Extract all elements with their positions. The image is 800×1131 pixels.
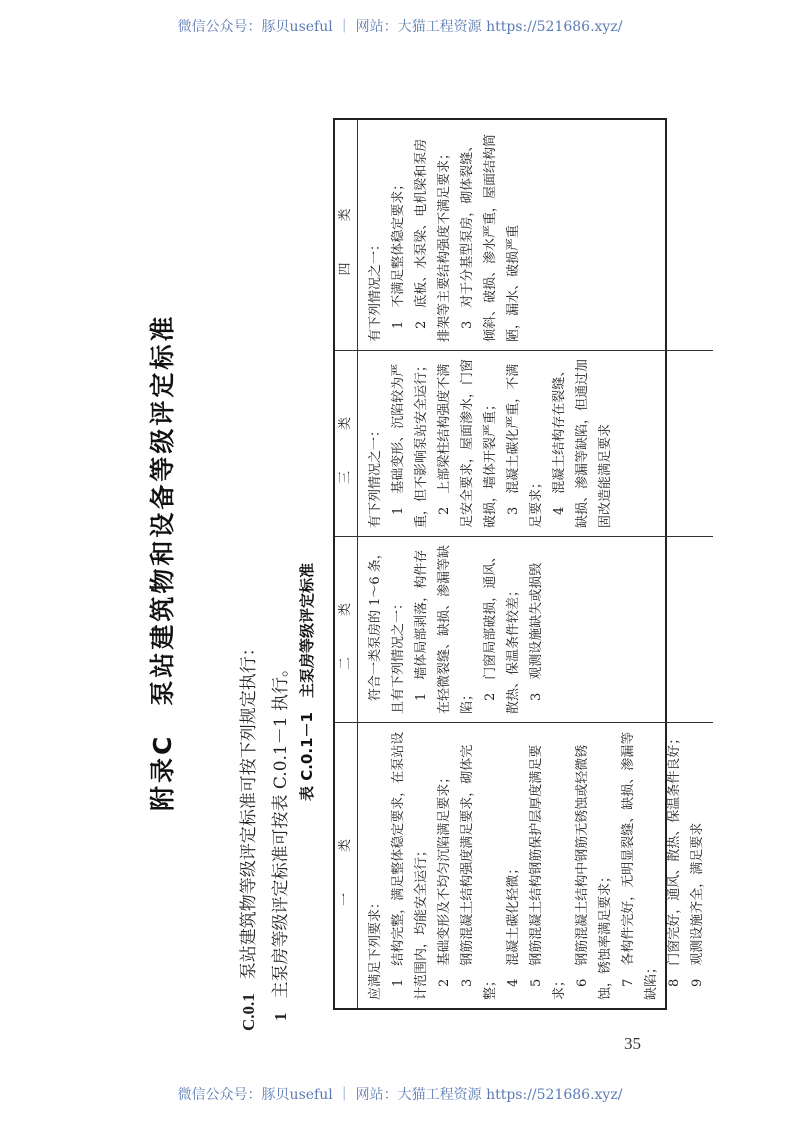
- cell-grade-4: [358, 120, 713, 350]
- criteria-item: 8 门窗完好，通风、散热、保温条件良好；: [667, 731, 682, 987]
- criteria-item: 1 基础变形、沉陷较为严重，但不影响泵站安全运行；: [391, 358, 429, 528]
- table-header-row: [335, 120, 358, 1008]
- criteria-item: 7 各构件完好，无明显裂缝、缺损、渗漏等缺陷；: [621, 731, 659, 1000]
- criteria-item: 3 混凝土碳化严重，不满足要求；: [506, 363, 544, 528]
- table-number: 表 C.0.1－1: [298, 712, 316, 801]
- clause-text: 主泵房等级评定标准可按表 C.0.1－1 执行。: [271, 660, 291, 999]
- criteria-item: 符合一类泵房的 1～6 条，且有下列情况之一：: [368, 546, 406, 714]
- table-caption: [296, 563, 317, 801]
- table-body-row: [358, 120, 713, 1008]
- criteria-item: 2 基础变形及不均匀沉陷满足要求；: [437, 770, 452, 987]
- criteria-item: 3 钢筋混凝土结构强度满足要求，砌体完整；: [460, 744, 498, 1000]
- header-grade-3: 三 类: [335, 350, 357, 536]
- page-number: 35: [624, 1034, 641, 1053]
- criteria-item: 6 钢筋混凝土结构中钢筋无锈蚀或轻微锈蚀，锈蚀率满足要求；: [575, 744, 613, 1000]
- criteria-item: 2 门窗局部破损，通风、散热、保温条件较差；: [483, 549, 521, 714]
- criteria-item: 2 上部梁柱结构强度不满足安全要求，屋面渗水，门窗破损，墙体开裂严重；: [437, 358, 498, 528]
- clause-1: [266, 660, 291, 1021]
- cell-grade-3: [358, 350, 713, 536]
- criteria-item: 有下列情况之一：: [368, 237, 383, 342]
- criteria-item: 应满足下列要求：: [368, 895, 383, 1000]
- criteria-item: 3 观测设施缺失或损毁: [529, 562, 544, 701]
- header-grade-2: 二 类: [335, 536, 357, 722]
- criteria-item: 有下列情况之一：: [368, 423, 383, 528]
- criteria-item: 9 观测设施齐全，满足要求: [690, 822, 705, 987]
- clause-number: C.0.1: [239, 993, 258, 1031]
- header-grade-4: 四 类: [338, 194, 353, 276]
- clause-text: 泵站建筑物等级评定标准可按下列规定执行：: [239, 639, 259, 980]
- criteria-item: 4 混凝土结构存在裂缝、缺损、渗漏等缺陷，但通过加固改造能满足要求: [552, 358, 613, 528]
- watermark-footer: 微信公众号：豚贝useful ｜ 网站：大猫工程资源 https://521686.xyz/: [177, 1087, 623, 1103]
- criteria-item: 2 底板、水泵梁、电机梁和泵房排架等主要结构强度不满足要求；: [414, 138, 452, 342]
- appendix-title: 附录C 泵站建筑物和设备等级评定标准: [148, 313, 177, 811]
- pump-house-grade-table: [333, 118, 705, 1010]
- header-grade-1: 一 类: [335, 722, 357, 1008]
- criteria-item: 1 结构完整，满足整体稳定要求，在泵站设计范围内，均能安全运行；: [391, 731, 429, 1000]
- cell-grade-2: [358, 536, 713, 722]
- table-title: 主泵房等级评定标准: [298, 563, 316, 699]
- clause-c-0-1: [234, 639, 259, 1031]
- criteria-item: 4 混凝土碳化轻微；: [506, 861, 521, 987]
- watermark-header: 微信公众号：豚贝useful ｜ 网站：大猫工程资源 https://521686.xyz/: [177, 19, 623, 35]
- clause-number: 1: [271, 1012, 290, 1021]
- criteria-item: 3 对于分基型泵房，砌体裂缝、倾斜、破损、渗水严重，屋面结构简陋，漏水、破损严重: [460, 133, 521, 342]
- cell-grade-1: [358, 722, 713, 1008]
- criteria-item: 5 钢筋混凝土结构钢筋保护层厚度满足要求；: [529, 744, 567, 1000]
- criteria-item: 1 不满足整体稳定要求；: [391, 177, 406, 329]
- criteria-item: 1 墙体局部剥落，构件存在轻微裂缝、缺损、渗漏等缺陷；: [414, 544, 475, 714]
